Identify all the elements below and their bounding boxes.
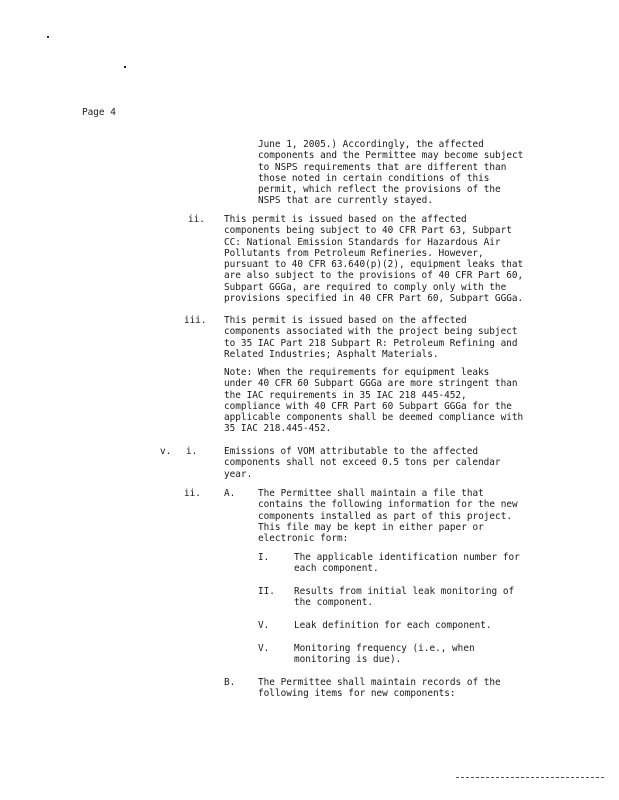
note-paragraph: Note: When the requirements for equipment leaks under 40 CFR 60 Subpart GGGa are more stringent than the IAC requirements in 35 IAC 218 445-452, compliance with 40 CFR Part 60 Subpart GGGa for the applicable components shall be deemed compliance with 35 IAC 218.445-452.	[224, 367, 524, 435]
list-item: Leak definition for each component.	[294, 620, 492, 631]
list-item: The applicable identification number for each component.	[294, 552, 520, 575]
list-number: I.	[258, 552, 270, 563]
subsection-paragraph: The Permittee shall maintain a file that contains the following information for the new components installed as part of this project. This file may be kept in either paper or electronic form:	[258, 488, 518, 545]
sub-label: B.	[224, 677, 236, 688]
section-paragraph: Emissions of VOM attributable to the affected components shall not exceed 0.5 tons per calendar year.	[224, 446, 501, 480]
page-label: Page 4	[82, 107, 116, 118]
item-paragraph: This permit is issued based on the affected components being subject to 40 CFR Part 63, Subpart CC: National Emission Standards for Hazardous Air Pollutants from Petroleum Refineries. However, pursuant to 40 CFR 63.640(p)(2), equipment leaks that are also subject to the provisions of 40 CFR Part 60, Subpart GGGa, are required to comply only with the provisions specified in 40 CFR Part 60, Subpart GGGa.	[224, 214, 524, 305]
subsection-paragraph: The Permittee shall maintain records of the following items for new components:	[258, 677, 501, 700]
list-number: V.	[258, 643, 270, 654]
sub-label: A.	[224, 488, 236, 499]
list-number: V.	[258, 620, 270, 631]
list-number: II.	[258, 586, 275, 597]
scan-speck	[47, 36, 49, 38]
list-item: Results from initial leak monitoring of the component.	[294, 586, 515, 609]
item-label: iii.	[184, 315, 207, 326]
continued-paragraph: June 1, 2005.) Accordingly, the affected components and the Permittee may become subject to NSPS requirements that are different than those noted in certain conditions of this permit, which reflect the provisions of the NSPS that are currently stayed.	[258, 139, 524, 207]
scan-speck	[124, 66, 126, 68]
item-label: i.	[186, 446, 198, 457]
item-paragraph: This permit is issued based on the affected components associated with the project being subject to 35 IAC Part 218 Subpart R: Petroleum Refining and Related Industries; Asphalt Materials.	[224, 315, 518, 360]
list-item: Monitoring frequency (i.e., when monitoring is due).	[294, 643, 475, 666]
item-label: ii.	[188, 214, 205, 225]
section-label: v.	[160, 446, 172, 457]
footer-rule	[456, 777, 604, 778]
item-label: ii.	[184, 488, 201, 499]
